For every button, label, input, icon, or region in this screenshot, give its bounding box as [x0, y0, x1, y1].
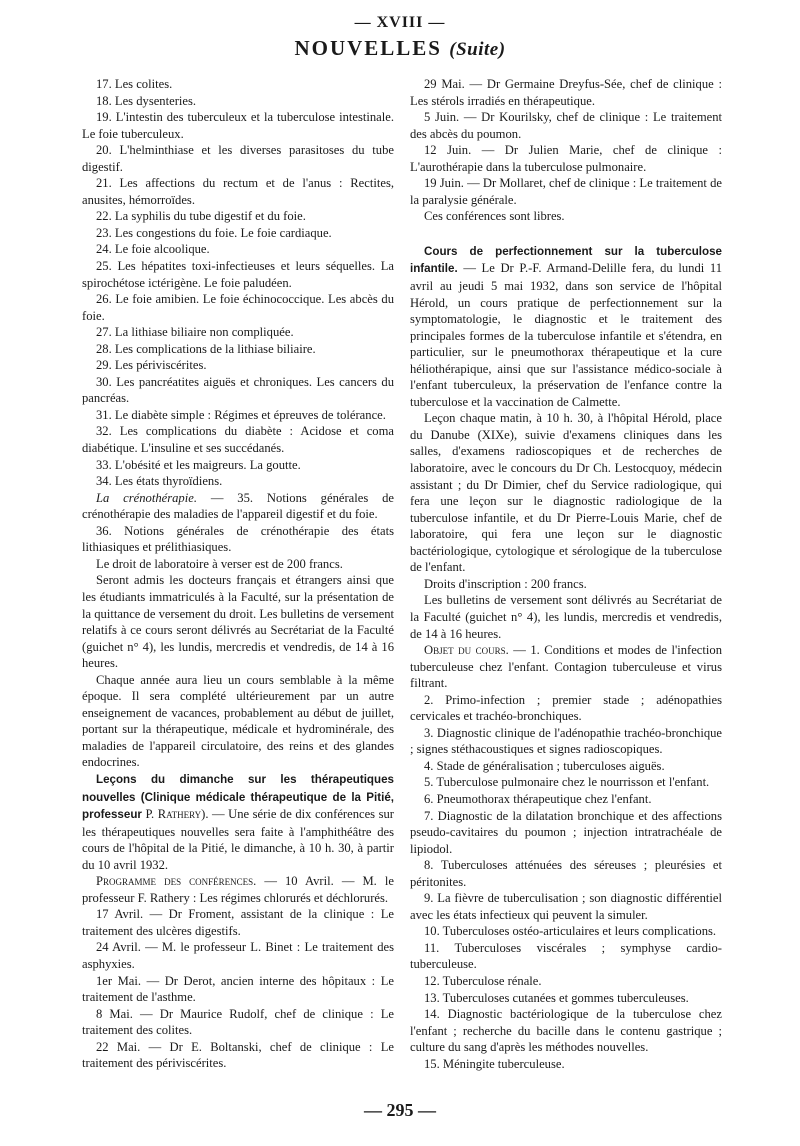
list-item: 6. Pneumothorax thérapeutique chez l'enfant.: [424, 791, 652, 806]
lesson-paragraph: Leçon chaque matin, à 10 h. 30, à l'hôpital Hérold, place du Danube (XIXe), suivie d'examens cliniques dans les salles, d'examens radioscopiques et de recherches de laboratoire, avec le concours du Dr Ch. Lestocquoy, médecin assistant ; du Dr Dimier, chef du Service radiologique, qui fera une leçon sur le diagnostic radiologique de la tuberculose infantile, et du Dr Pierre-Louis Marie, chef de laboratoire, qui fera une leçon sur le diagnostic bactériologique, cytologique et sérologique de la tuberculose de l'enfant.: [410, 411, 722, 575]
programme-paragraph: [82, 873, 394, 906]
left-column: [82, 76, 394, 1072]
list-item: 26. Le foie amibien. Le foie échinococcique. Les abcès du foie.: [82, 292, 394, 323]
list-item: 29. Les périviscérites.: [96, 358, 207, 373]
programme-text: — 10 Avril. — M. le professeur F. Rathery : Les régimes chlorurés et déchlorurés.: [82, 874, 394, 905]
list-item: 11. Tuberculoses viscérales ; symphyse cardio-tuberculeuse.: [410, 940, 722, 972]
conference-item: 24 Avril. — M. le professeur L. Binet : Le traitement des asphyxies.: [82, 940, 394, 971]
list-item: 8. Tuberculoses atténuées des séreuses ; pleurésies et péritonites.: [410, 858, 722, 889]
crenotherapie-paragraph: [82, 490, 394, 523]
list-item: 13. Tuberculoses cutanées et gommes tuberculeuses.: [424, 990, 689, 1005]
course-heading: Cours de perfectionnement sur la tuberculose infantile.: [410, 244, 722, 276]
list-item: 15. Méningite tuberculeuse.: [424, 1056, 565, 1071]
list-item: 14. Diagnostic bactériologique de la tuberculose chez l'enfant ; recherche du bacille dans le contenu gastrique ; culture du sang d'après les méthodes nouvelles.: [410, 1007, 722, 1055]
page-number: — 295 —: [364, 1100, 436, 1120]
conference-item: 12 Juin. — Dr Julien Marie, chef de clinique : L'aurothérapie dans la tuberculose pulmonaire.: [410, 143, 722, 174]
list-item: 2. Primo-infection ; premier stade ; adénopathies cervicales et trachéo-bronchiques.: [410, 692, 722, 724]
sunday-lessons-paragraph: [82, 771, 394, 873]
crenotherapie-label: La crénothérapie.: [96, 490, 197, 505]
conference-item: 17 Avril. — Dr Froment, assistant de la clinique : Le traitement des ulcères digestifs.: [82, 907, 394, 938]
list-item: 3. Diagnostic clinique de l'adénopathie trachéo-bronchique ; signes stéthacoustiques et signes radioscopiques.: [410, 725, 722, 757]
list-item: 18. Les dysenteries.: [96, 93, 197, 108]
list-item: 4. Stade de généralisation ; tuberculoses aiguës.: [424, 758, 665, 773]
admission-paragraph: Seront admis les docteurs français et étrangers ainsi que les étudiants immatriculés à la Faculté, sur la présentation de la quittance de versement du droit. Les bulletins de versement relatifs à ce cours seront délivrés au Secrétariat de la Faculté (guichet n° 4), les lundis, mercredis et vendredis, de 14 à 16 heures.: [82, 573, 394, 671]
conference-item: 1er Mai. — Dr Derot, ancien interne des hôpitaux : Le traitement de l'asthme.: [82, 973, 394, 1005]
conference-item: 19 Juin. — Dr Mollaret, chef de clinique : Le traitement de la paralysie générale.: [410, 176, 722, 207]
conference-item: 22 Mai. — Dr E. Boltanski, chef de clinique : Le traitement des périviscérites.: [82, 1039, 394, 1071]
list-item: 28. Les complications de la lithiase biliaire.: [96, 341, 316, 356]
list-item: 31. Le diabète simple : Régimes et épreuves de tolérance.: [96, 407, 386, 422]
conference-item: 5 Juin. — Dr Kourilsky, chef de clinique : Le traitement des abcès du poumon.: [410, 110, 722, 141]
list-item: 36. Notions générales de crénothérapie des états lithiasiques et prélithiasiques.: [82, 523, 394, 555]
annual-course-paragraph: Chaque année aura lieu un cours semblable à la même époque. Il sera complété ultérieurement par un autre enseignement de vacances, probablement au début de juillet, portant sur la thérapeutique, médicale et hydrominérale, des maladies de l'appareil circulatoire, des reins et des glandes endocrines.: [82, 672, 394, 770]
conference-item: 29 Mai. — Dr Germaine Dreyfus-Sée, chef de clinique : Les stérols irradiés en thérapeutique.: [410, 77, 722, 108]
course-paragraph: [410, 243, 722, 410]
sunday-lessons-text: — Une série de dix conférences sur les thérapeutiques nouvelles sera faite à l'amphithéâtre des cours de l'hôpital de la Pitié, le dimanche, à 10 h. 30, à partir du 10 avril 1932.: [82, 807, 394, 872]
sunday-lessons-name: P. Rathery).: [145, 807, 209, 822]
objet-text: — 1. Conditions et modes de l'infection tuberculeuse chez l'enfant. Contagion tuberculeuse et virus filtrant.: [410, 643, 722, 691]
page-title: [0, 36, 800, 61]
list-item: 5. Tuberculose pulmonaire chez le nourrisson et l'enfant.: [424, 775, 710, 790]
section-number: — XVIII —: [354, 14, 446, 31]
crenotherapie-text: — 35. Notions générales de crénothérapie des maladies de l'appareil digestif et du foie.: [82, 490, 394, 522]
list-item: 25. Les hépatites toxi-infectieuses et leurs séquelles. La spirochétose ictérigène. Le foie paludéen.: [82, 259, 394, 290]
list-item: 12. Tuberculose rénale.: [424, 973, 542, 988]
list-item: 23. Les congestions du foie. Le foie cardiaque.: [96, 225, 332, 240]
objet-paragraph: [410, 642, 722, 692]
title-suffix: (Suite): [449, 39, 506, 60]
conference-item: 8 Mai. — Dr Maurice Rudolf, chef de clinique : Le traitement des colites.: [82, 1006, 394, 1038]
list-item: 19. L'intestin des tuberculeux et la tuberculose intestinale. Le foie tuberculeux.: [82, 110, 394, 141]
sunday-lessons-heading: Leçons du dimanche sur les thérapeutiques nouvelles (Clinique médicale thérapeutique de la Pitié,: [82, 772, 394, 804]
title-text: NOUVELLES: [294, 36, 442, 60]
free-conferences-note: Ces conférences sont libres.: [424, 209, 565, 224]
page-header: [0, 14, 800, 61]
list-item: 34. Les états thyroïdiens.: [96, 474, 223, 489]
bulletins-paragraph: Les bulletins de versement sont délivrés au Secrétariat de la Faculté (guichet n° 4), les lundis, mercredis et vendredis, de 14 à 16 heures.: [410, 593, 722, 641]
list-item: 9. La fièvre de tuberculisation ; son diagnostic différentiel avec les états infectieux qui peuvent la simuler.: [410, 891, 722, 922]
list-item: 22. La syphilis du tube digestif et du foie.: [96, 209, 306, 224]
list-item: 10. Tuberculoses ostéo-articulaires et leurs complications.: [424, 924, 717, 939]
sunday-lessons-prof: professeur: [82, 808, 142, 822]
list-item: 30. Les pancréatites aiguës et chroniques. Les cancers du pancréas.: [82, 374, 394, 406]
objet-label: Objet du cours.: [424, 643, 509, 658]
right-column: [410, 76, 722, 1072]
list-item: 27. La lithiase biliaire non compliquée.: [96, 325, 294, 340]
list-item: 17. Les colites.: [96, 77, 173, 91]
list-item: 20. L'helminthiase et les diverses parasitoses du tube digestif.: [82, 143, 394, 174]
list-item: 33. L'obésité et les maigreurs. La goutte.: [96, 457, 301, 472]
list-item: 32. Les complications du diabète : Acidose et coma diabétique. L'insuline et ses succédanés.: [82, 424, 394, 456]
list-item: 21. Les affections du rectum et de l'anus : Rectites, anusites, hémorroïdes.: [82, 176, 394, 207]
list-item: 24. Le foie alcoolique.: [96, 242, 210, 257]
fee-paragraph: Le droit de laboratoire à verser est de 200 francs.: [96, 556, 343, 571]
programme-label: Programme des conférences.: [96, 874, 257, 889]
list-item: 7. Diagnostic de la dilatation bronchique et des affections pseudo-cavitaires du poumon ; injection intratrachéale de lipiodol.: [410, 808, 722, 856]
registration-fee: Droits d'inscription : 200 francs.: [424, 576, 587, 591]
course-text: — Le Dr P.-F. Armand-Delille fera, du lundi 11 avril au jeudi 5 mai 1932, dans son service de l'hôpital Hérold, un cours pratique de perfectionnement sur la symptomatologie, le diagnostic et le traitement des principales formes de la tuberculose infantile et s'étendra, en particulier, sur le pneumothorax thérapeutique et la cure héliothérapique, ainsi que sur l'assistance médico-sociale à l'enfant tuberculeux, la préservation de l'enfance contre la tuberculose et la vaccination de Calmette.: [410, 261, 722, 409]
